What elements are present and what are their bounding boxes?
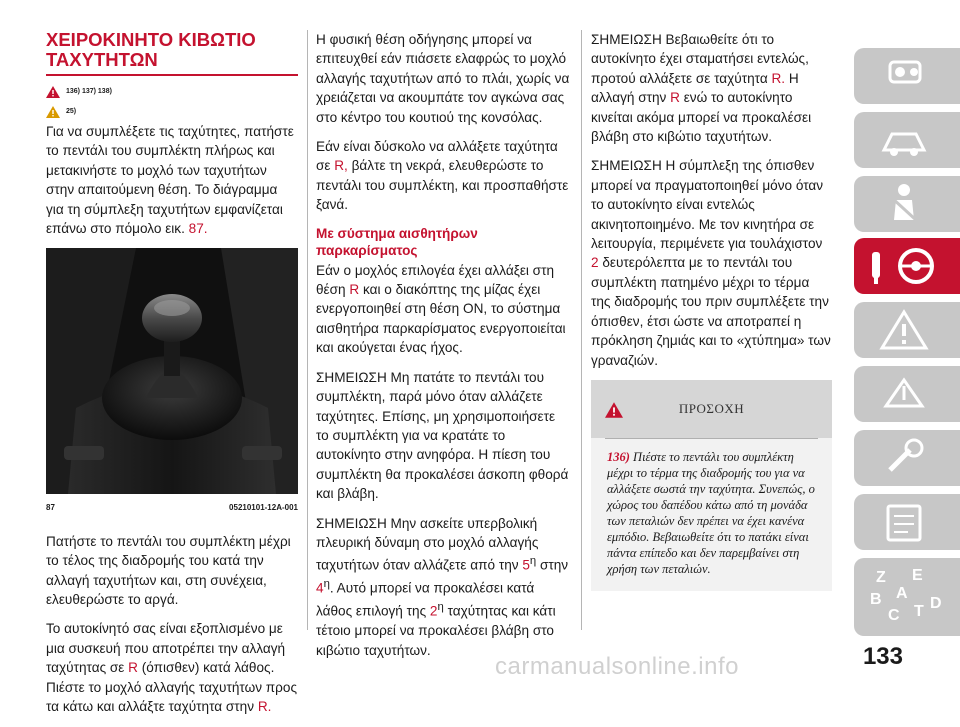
warning-number: 136) [607,449,630,464]
chapter-tab-starting-driving[interactable] [854,238,960,294]
maintenance-icon [854,430,960,486]
page-number: 133 [862,643,903,670]
key-steering-wheel-icon [854,238,960,294]
chapter-tab-6[interactable] [854,366,960,422]
col2-paragraph-2: Εάν είναι δύσκολο να αλλάξετε ταχύτητα σε R, βάλτε τη νεκρά, ελευθερώστε το πεντάλι του συμπλέκτη, και προσπαθήστε ξανά. [316,139,569,213]
seatbelt-icon [854,176,960,232]
col2-note-lever: ΣΗΜΕΙΩΣΗ Μην ασκείτε υπερβολική πλευρική δύναμη στο μοχλό αλλαγής ταχυτήτων όταν αλλάζετε από την $5^\eta$ στην $4^\eta$. Αυτό μπορεί να προκαλέσει κατά λάθος επιλογή της $2^\eta$ ταχύτητας και κάτι τέτοιο μπορεί να προκαλέσει βλάβη στο κιβώτιο ταχυτήτων. [316,515,569,658]
svg-text:C: C [888,607,900,624]
title-underline [46,74,298,76]
gear-lever-image [46,248,298,494]
column-1 [46,30,298,727]
column-3 [591,30,832,591]
warning-triangle-icon [605,402,623,418]
svg-text:T: T [914,603,924,620]
col2-paragraph-3: Εάν ο μοχλός επιλογέα έχει αλλάξει στη θέση R και ο διακόπτης της μίζας έχει ενεργοποιηθεί στη θέση ON, το σύστημα αισθητήρα παρκαρίσματος ενεργοποιείται και ακούγεται ένας ήχος. [316,262,566,356]
warning-body [605,438,818,591]
figure-code: 05210101-12A-001 [229,503,298,513]
chapter-tab-8[interactable] [854,494,960,550]
col2-paragraph-1: Η φυσική θέση οδήγησης μπορεί να επιτευχθεί εάν πιάσετε ελαφρώς το μοχλό αλλαγής ταχυτήτων από το πλάι, χωρίς να χρειάζεται να ακουμπάτε τον αγκώνα σας στο κέντρο του κουτιού της κονσόλας. [316,32,570,125]
watermark: carmanualsonline.info [495,653,739,680]
chapter-tab-index[interactable] [854,558,960,636]
column-divider-1 [307,30,308,630]
emergency-icon [854,366,960,422]
car-instruments-icon [854,48,960,104]
caution-triangle-icon [46,106,60,118]
page-title: ΧΕΙΡΟΚΙΝΗΤΟ ΚΙΒΩΤΙΟ ΤΑΧΥΤΗΤΩΝ [46,29,256,70]
warning-refs [46,82,298,102]
car-safety-icon [854,112,960,168]
col3-note-reverse-engage: ΣΗΜΕΙΩΣΗ Η σύμπλεξη της όπισθεν μπορεί να πραγματοποιηθεί μόνο όταν το αυτοκίνητο είναι εντελώς ακινητοποιημένο. Με τον κινητήρα σε λειτουργία, περιμένετε για τουλάχιστον 2 δευτερόλεπτα με το πεντάλι του συμπλέκτη πατημένο μέχρι το τέρμα της διαδρομής του πριν συμπλέξετε την όπισθεν, έτσι ώστε να αποτραπεί η πρόκληση ζημιάς και το «χτύπημα» των γραναζιών. [591,158,831,368]
chapter-tab-5[interactable] [854,302,960,358]
chapter-tab-3[interactable] [854,176,960,232]
figure-caption [46,498,298,517]
col1-paragraph-3: Το αυτοκίνητό σας είναι εξοπλισμένο με μια συσκευή που αποτρέπει την αλλαγή ταχύτητας σε R (όπισθεν) κατά λάθος. Πιέστε το μοχλό αλλαγής ταχυτήτων προς τα κάτω και αλλάξτε ταχύτητα στην R. [46,621,298,715]
svg-text:B: B [870,591,882,608]
parking-sensor-subheading: Με σύστημα αισθητήρων παρκαρίσματος [316,225,478,258]
warning-header [591,380,832,438]
gear-shift-photo [46,248,298,494]
warning-box [591,380,832,591]
warning-heading: ΠΡΟΣΟΧΗ [678,401,745,417]
figure-number: 87 [46,503,55,513]
chapter-tab-2[interactable] [854,112,960,168]
col1-paragraph-2: Πατήστε το πεντάλι του συμπλέκτη μέχρι το τέλος της διαδρομής του κατά την αλλαγή ταχυτήτων και, στη συνέχεια, ελευθερώστε το αργά. [46,533,291,608]
svg-text:Z: Z [876,569,886,586]
warning-text: Πιέστε το πεντάλι του συμπλέκτη μέχρι το τέρμα της διαδρομής του για να αλλάξετε σωστά την ταχύτητα. Συνεπώς, ο χώρος του δαπέδου κάτω από τη μονάδα των πεταλιών δεν πρέπει να έχει κανένα εμπόδιο. Βεβαιωθείτε ότι το πατάκι είναι πάντα επίπεδο και δεν παρεμβαίνει στη χρήση των πεταλιών. [607,449,815,576]
svg-text:D: D [930,595,942,612]
column-2 [316,30,570,670]
technical-data-icon [854,494,960,550]
col1-paragraph-1: Για να συμπλέξετε τις ταχύτητες, πατήστε το πεντάλι του συμπλέκτη πλήρως και μετακινήστε το μοχλό των ταχυτήτων στην απαιτούμενη θέση. Το διάγραμμα για τη σύμπλεξη ταχυτήτων εμφανίζεται επάνω στο πόμολο εικ. 87. [46,124,294,237]
chapter-tab-7[interactable] [854,430,960,486]
caution-refs [46,102,298,122]
chapter-tab-1[interactable] [854,48,960,104]
alphabet-index-icon [854,558,960,636]
column-divider-2 [581,30,582,630]
col2-note-clutch: ΣΗΜΕΙΩΣΗ Μη πατάτε το πεντάλι του συμπλέκτη, παρά μόνο όταν αλλάζετε ταχύτητες. Επίσης, μη χρησιμοποιήσετε το συμπλέκτη για να κρατάτε το αυτοκίνητο στην ανηφόρα. Η πίεση του συμπλέκτη θα προκαλέσει άσκοπη φθορά και βλάβη. [316,369,569,502]
warning-light-icon [854,302,960,358]
warning-triangle-icon [46,86,60,98]
warning-refs-text: 136) 137) 138) [66,88,112,96]
svg-text:A: A [896,585,908,602]
svg-text:E: E [912,567,923,584]
caution-refs-text: 25) [66,108,77,116]
col3-note-reverse-stop: ΣΗΜΕΙΩΣΗ Βεβαιωθείτε ότι το αυτοκίνητο έχει σταματήσει εντελώς, προτού αλλάξετε σε ταχύτητα R. Η αλλαγή στην R ενώ το αυτοκίνητο κινείται ακόμα μπορεί να προκαλέσει βλάβη στο κιβώτιο ταχυτήτων. [591,32,812,145]
